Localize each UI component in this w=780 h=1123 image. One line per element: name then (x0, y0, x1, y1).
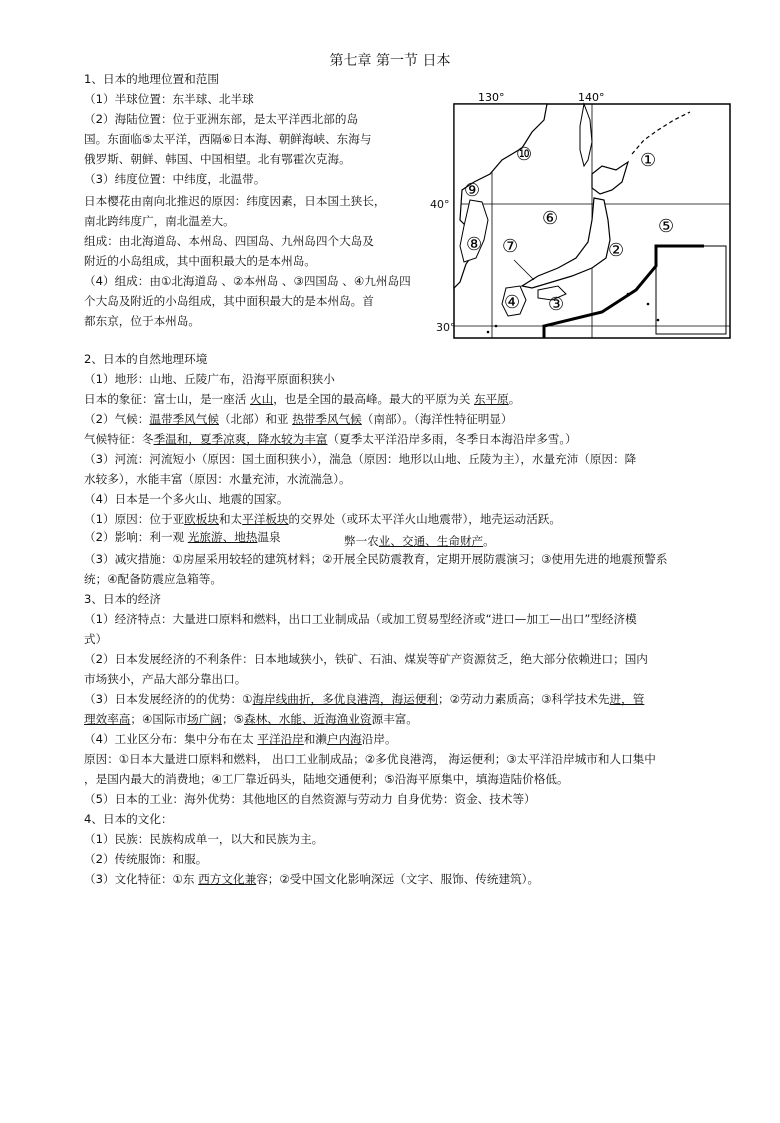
label-3: ③ (548, 294, 565, 315)
s1-line-6: 日本樱花由南向北推迟的原因：纬度因素，日本国土狭长， (84, 194, 386, 208)
s3-line-4: 市场狭小，产品大部分靠出口。 (84, 672, 247, 686)
s1-line-3: 国。东面临⑤太平洋，西隔⑥日本海、朝鲜海峡、东海与 (84, 132, 372, 146)
s3-line-2: 式） (84, 632, 108, 646)
s2-line-7: （4）日本是一个多火山、地震的国家。 (84, 492, 289, 506)
s1-line-7: 南北跨纬度广，南北温差大。 (84, 214, 235, 228)
s3-line-5: （3）日本发展经济的的优势：①海岸线曲折，多优良港湾，海运便利；②劳动力素质高；③科学技术先进，管 (84, 692, 645, 706)
ryukyu-islet (487, 331, 490, 334)
label-7: ⑦ (502, 236, 519, 257)
pacific-islet (657, 319, 660, 322)
ryukyu-islet (495, 325, 498, 328)
s2-line-9-harm: 弊一农业、交通、生命财产。 (344, 534, 495, 548)
s2-line-6: 水较多），水能丰富（原因：水量充沛，水流湍急）。 (84, 472, 351, 486)
s2-line-8: （1）原因：位于亚欧板块和太平洋板块的交界处（或环太平洋火山地震带），地壳运动活跃。 (84, 512, 561, 526)
label-1: ① (640, 150, 657, 171)
label-2: ② (608, 240, 625, 261)
s2-line-5: （3）河流：河流短小（原因：国土面积狭小），湍急（原因：地形以山地、丘陵为主），水量充沛（原因：降 (84, 452, 637, 466)
japan-map (452, 90, 734, 342)
s3-line-10: （5）日本的工业：海外优势：其他地区的自然资源与劳动力 自身优势：资金、技术等） (84, 792, 536, 806)
s4-line-2: （2）传统服饰：和服。 (84, 852, 208, 866)
s4-line-3: （3）文化特征：①东 西方文化兼容；②受中国文化影响深远（文字、服饰、传统建筑）。 (84, 872, 540, 886)
lon-130-label: 130° (478, 91, 505, 104)
s2-line-3: （2）气候：温带季风气候（北部）和亚 热带季风气候（南部）。（海洋性特征明显） (84, 412, 513, 426)
s3-line-9: ，是国内最大的消费地；④工厂靠近码头，陆地交通便利；⑤沿海平原集中，填海造陆价格低。 (84, 772, 569, 786)
s2-line-11: 统；④配备防震应急箱等。 (84, 572, 222, 586)
label-4: ④ (504, 292, 521, 313)
s1-line-2: （2）海陆位置：位于亚洲东部，是太平洋西北部的岛 (84, 112, 359, 126)
s2-line-1: （1）地形：山地、丘陵广布，沿海平原面积狭小 (84, 372, 335, 386)
label-5: ⑤ (658, 216, 675, 237)
s3-line-6: 理效率高；④国际市场广阔；⑤森林、水能、近海渔业资源丰富。 (84, 712, 418, 726)
label-9: ⑨ (464, 180, 481, 201)
section-1-heading: 1、日本的地理位置和范围 (84, 72, 219, 86)
s2-line-9-benefit: （2）影响：利一观 光旅游、地热温泉 (84, 530, 281, 544)
pacific-islet (647, 303, 650, 306)
s3-line-1: （1）经济特点：大量进口原料和燃料，出口工业制成品（或加工贸易型经济或“进口—加工—出口”型经济模 (84, 612, 637, 626)
s2-line-2: 日本的象征：富士山，是一座活 火山，也是全国的最高峰。最大的平原为关 东平原。 (84, 392, 521, 406)
s1-line-9: 附近的小岛组成，其中面积最大的是本州岛。 (84, 254, 316, 268)
s1-line-8: 组成：由北海道岛、本州岛、四国岛、九州岛四个大岛及 (84, 234, 374, 248)
label-10: ⑩ (516, 144, 533, 165)
label-8: ⑧ (466, 234, 483, 255)
s3-line-8: 原因：①日本大量进口原料和燃料， 出口工业制成品；②多优良港湾， 海运便利；③太平洋沿岸城市和人口集中 (84, 752, 656, 766)
s4-line-1: （1）民族：民族构成单一，以大和民族为主。 (84, 832, 324, 846)
section-2-heading: 2、日本的自然地理环境 (84, 352, 208, 366)
s3-line-7: （4）工业区分布：集中分布在太 平洋沿岸和濑户内海沿岸。 (84, 732, 397, 746)
s3-line-3: （2）日本发展经济的不利条件：日本地域狭小，铁矿、石油、煤炭等矿产资源贫乏，绝大部分依赖进口；国内 (84, 652, 648, 666)
s1-line-12: 都东京，位于本州岛。 (84, 314, 200, 328)
lon-140-label: 140° (578, 91, 605, 104)
s1-line-4: 俄罗斯、朝鲜、韩国、中国相望。北有鄂霍次克海。 (84, 152, 351, 166)
section-3-heading: 3、日本的经济 (84, 592, 161, 606)
s1-line-11: 个大岛及附近的小岛组成，其中面积最大的是本州岛。首 (84, 294, 374, 308)
lat-40-text: 40° (430, 198, 450, 211)
section-4-heading: 4、日本的文化： (84, 812, 173, 826)
s2-line-4: 气候特征：冬季温和，夏季凉爽，降水较为丰富（夏季太平洋沿岸多雨，冬季日本海沿岸多雪。） (84, 432, 577, 446)
s2-line-10: （3）减灾措施：①房屋采用较轻的建筑材料；②开展全民防震教育，定期开展防震演习；③使用先进的地震预警系 (84, 552, 668, 566)
s1-line-5: （3）纬度位置：中纬度，北温带。 (84, 172, 266, 186)
lat-30-text: 30° (436, 321, 456, 334)
s1-line-10: （4）组成：由①北海道岛 、②本州岛 、③四国岛 、④九州岛四 (84, 274, 411, 288)
label-6: ⑥ (542, 208, 559, 229)
page-title: 第七章 第一节 日本 (329, 53, 451, 69)
s1-line-1: （1）半球位置：东半球、北半球 (84, 92, 254, 106)
